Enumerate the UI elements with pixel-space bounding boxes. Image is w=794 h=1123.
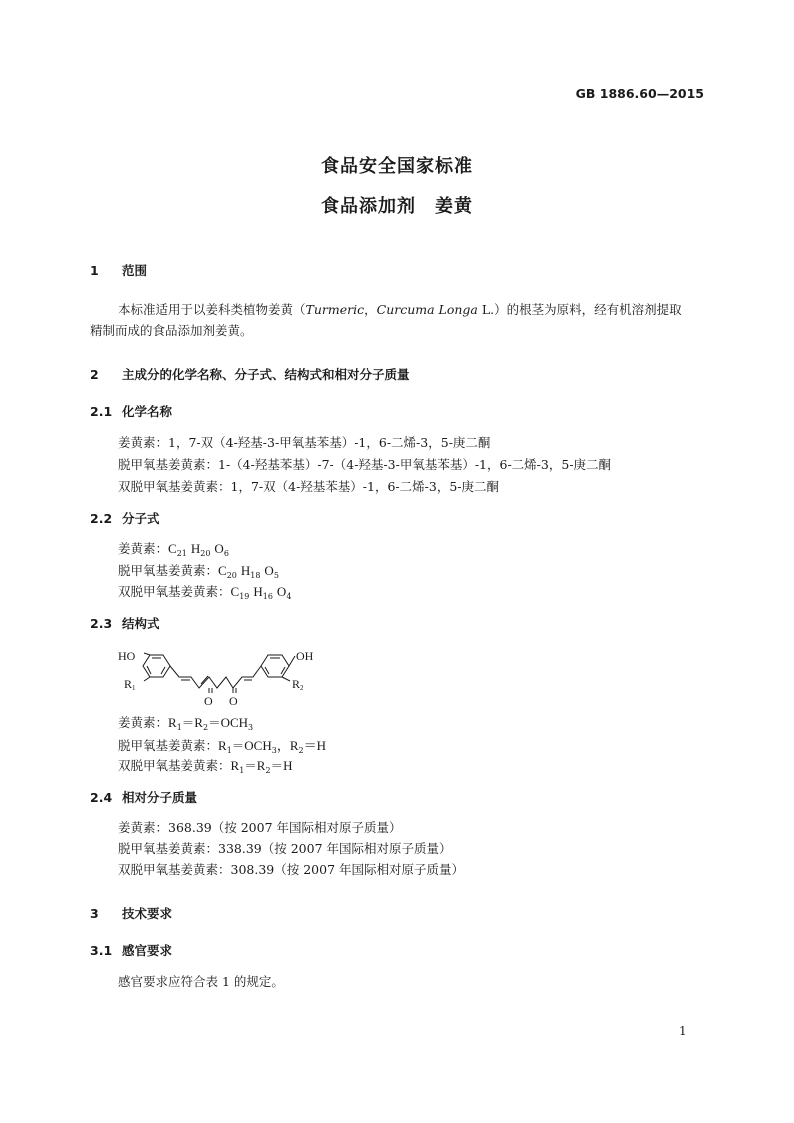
element-symbol: H <box>190 541 201 556</box>
section-title: 相对分子质量 <box>122 790 198 805</box>
r-symbol: R <box>256 758 266 773</box>
element-symbol: C <box>230 584 240 599</box>
standard-code: GB 1886.60—2015 <box>575 86 704 101</box>
molecular-formula-line <box>118 561 279 580</box>
equals-sign: ＝ <box>244 758 257 773</box>
element-symbol: C <box>218 563 227 578</box>
substituent-value: H <box>283 758 293 773</box>
element-symbol: O <box>276 584 287 599</box>
section-2-4-heading <box>90 788 197 806</box>
r-subscript: 1 <box>239 766 245 775</box>
italic-name: Turmeric <box>305 302 365 317</box>
section-3-heading <box>90 904 172 922</box>
page-number: 1 <box>679 1024 687 1038</box>
text-run: 本标准适用于以姜科类植物姜黄（ <box>118 302 306 317</box>
element-symbol: O <box>264 563 274 578</box>
molecular-mass-line: 脱甲氧基姜黄素：338.39（按 2007 年国际相对原子质量） <box>118 841 452 856</box>
molecular-formula-line <box>118 582 291 601</box>
substituent-label: 脱甲氧基姜黄素： <box>118 738 219 753</box>
ho-left-label: HO <box>118 649 136 663</box>
element-count: 21 <box>176 549 187 558</box>
section-title: 结构式 <box>122 616 160 631</box>
r-symbol: R <box>230 758 240 773</box>
section-number: 2.2 <box>90 511 113 526</box>
chemical-name-line: 脱甲氧基姜黄素：1-（4-羟基苯基）-7-（4-羟基-3-甲氧基苯基）-1，6-二烯-3，5-庚二酮 <box>118 457 612 472</box>
section-title: 分子式 <box>122 511 160 526</box>
element-symbol: C <box>168 541 177 556</box>
section-number: 3.1 <box>90 943 113 958</box>
section-2-2-heading <box>90 509 160 527</box>
text-run: L.）的根茎为原料，经有机溶剂提取 <box>477 302 682 317</box>
element-symbol: H <box>240 563 251 578</box>
section-2-3-heading <box>90 614 160 632</box>
r-symbol: R <box>218 738 227 753</box>
molecular-mass-line: 双脱甲氧基姜黄素：308.39（按 2007 年国际相对原子质量） <box>118 862 464 877</box>
section-1-heading <box>90 261 147 279</box>
section-2-1-heading <box>90 402 172 420</box>
equals-sign: ＝ <box>231 738 245 753</box>
section-number: 2 <box>90 367 99 382</box>
section-title: 技术要求 <box>122 906 173 921</box>
oh-right-label: OH <box>296 649 314 663</box>
document-subtitle: 食品添加剂 姜黄 <box>321 196 473 217</box>
r-symbol: R <box>168 715 177 730</box>
r2-subscript: 2 <box>300 684 304 692</box>
element-symbol: H <box>253 584 263 599</box>
element-count: 20 <box>226 571 237 580</box>
r-subscript: 1 <box>176 723 182 732</box>
section-3-1-para: 感官要求应符合表 1 的规定。 <box>118 974 284 989</box>
substituent-line <box>118 756 292 775</box>
section-3-1-heading <box>90 941 172 959</box>
r-subscript: 2 <box>265 766 271 775</box>
element-count: 6 <box>223 549 229 558</box>
r-subscript: 2 <box>298 746 304 755</box>
element-count: 16 <box>262 592 273 601</box>
section-1-para-line-1 <box>118 299 682 320</box>
section-title: 范围 <box>122 263 148 278</box>
substituent-label: 姜黄素： <box>118 715 169 730</box>
section-title: 主成分的化学名称、分子式、结构式和相对分子质量 <box>122 367 410 382</box>
formula-label: 脱甲氧基姜黄素： <box>118 563 219 578</box>
oxygen-label: O <box>204 694 213 708</box>
value-subscript: 3 <box>248 723 254 732</box>
element-count: 19 <box>239 592 250 601</box>
chemical-name-line: 姜黄素：1，7-双（4-羟基-3-甲氧基苯基）-1，6-二烯-3，5-庚二酮 <box>118 435 491 450</box>
r-symbol: R <box>194 715 203 730</box>
section-title: 感官要求 <box>122 943 173 958</box>
r-label: R <box>292 677 301 691</box>
r-subscript: 1 <box>226 746 232 755</box>
element-count: 20 <box>200 549 211 558</box>
element-count: 18 <box>250 571 261 580</box>
section-title: 化学名称 <box>122 404 173 419</box>
substituent-tail: ，R <box>276 738 299 753</box>
section-number: 2.3 <box>90 616 113 631</box>
r1-subscript: 1 <box>132 684 136 692</box>
section-number: 2.4 <box>90 790 113 805</box>
document-title: 食品安全国家标准 <box>321 156 473 177</box>
formula-label: 姜黄素： <box>118 541 169 556</box>
oxygen-label: O <box>229 694 238 708</box>
substituent-line <box>118 713 253 732</box>
r-label: R <box>124 677 133 691</box>
molecular-mass-line: 姜黄素：368.39（按 2007 年国际相对原子质量） <box>118 820 402 835</box>
equals-sign: ＝ <box>270 758 284 773</box>
element-count: 5 <box>273 571 279 580</box>
italic-name: Curcuma Longa <box>376 302 478 317</box>
substituent-value: OCH <box>220 715 249 730</box>
r-subscript: 2 <box>202 723 209 732</box>
equals-sign: ＝ <box>208 715 221 730</box>
element-count: 4 <box>286 592 292 601</box>
text-run: ， <box>364 302 377 317</box>
substituent-value: ＝H <box>303 738 326 753</box>
section-2-heading <box>90 365 410 383</box>
molecular-formula-line <box>118 539 229 558</box>
equals-sign: ＝ <box>181 715 195 730</box>
value-subscript: 3 <box>271 746 277 755</box>
chemical-name-line: 双脱甲氧基姜黄素：1，7-双（4-羟基苯基）-1，6-二烯-3，5-庚二酮 <box>118 479 500 494</box>
section-number: 3 <box>90 906 99 921</box>
formula-label: 双脱甲氧基姜黄素： <box>118 584 231 599</box>
structural-formula <box>115 643 335 711</box>
substituent-line <box>118 735 326 755</box>
element-symbol: O <box>214 541 224 556</box>
substituent-value: OCH <box>244 738 272 753</box>
section-1-para-line-2: 精制而成的食品添加剂姜黄。 <box>90 323 253 338</box>
section-number: 1 <box>90 263 99 278</box>
section-number: 2.1 <box>90 404 113 419</box>
substituent-label: 双脱甲氧基姜黄素： <box>118 758 231 773</box>
